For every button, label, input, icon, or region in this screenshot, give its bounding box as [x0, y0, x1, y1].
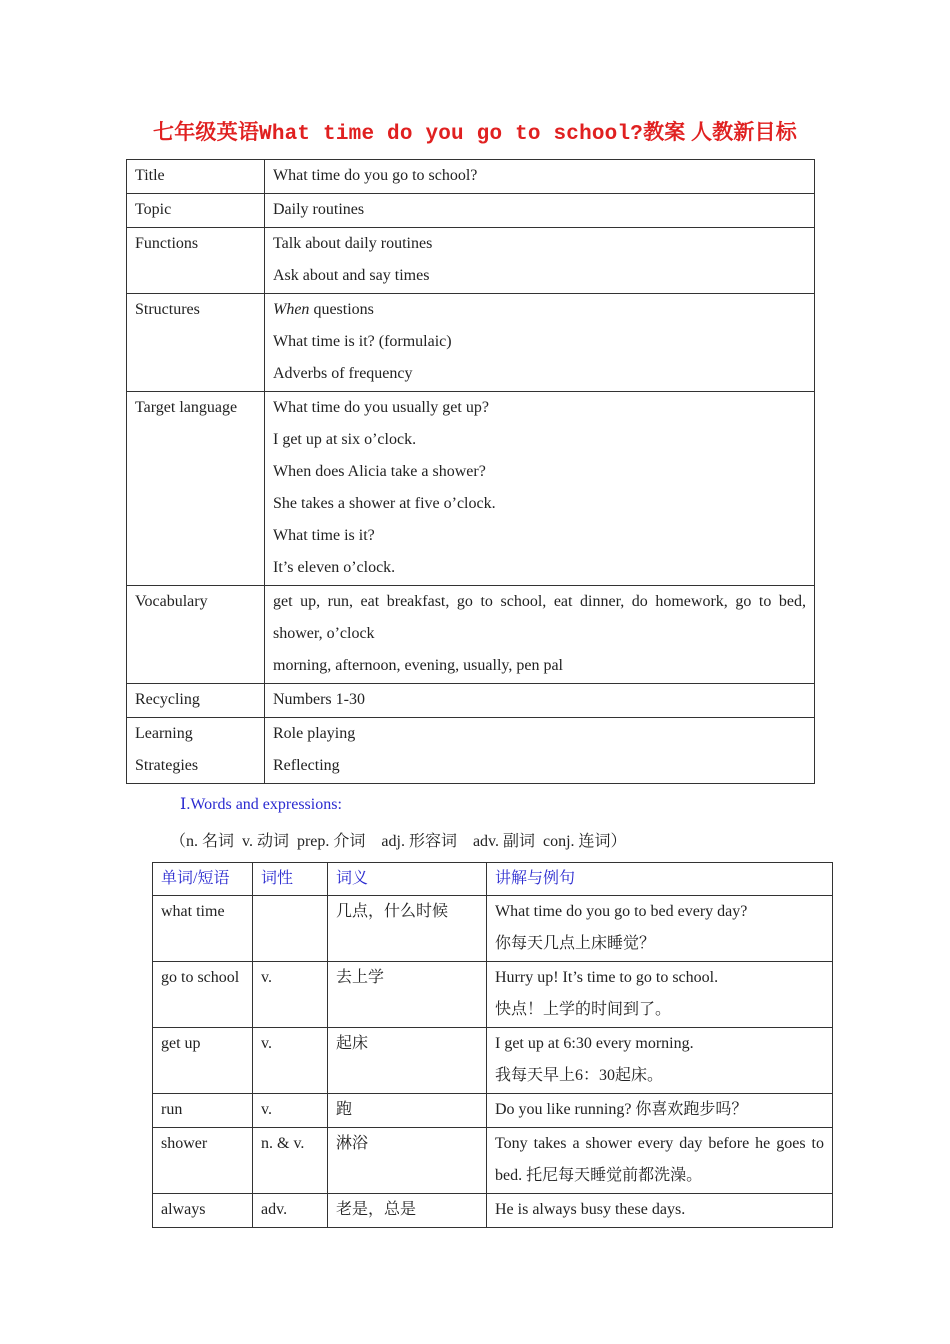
word-cell: shower	[153, 1128, 253, 1194]
info-label: Functions	[127, 228, 265, 294]
example-line: I get up at 6:30 every morning.	[495, 1035, 694, 1052]
info-value-line: Numbers 1-30	[273, 691, 365, 708]
pos-cell: v.	[253, 962, 328, 1028]
info-value-line: Role playing	[273, 725, 356, 742]
rest-text: questions	[309, 301, 374, 318]
info-label-line: Learning	[135, 725, 193, 742]
word-cell: go to school	[153, 962, 253, 1028]
header-example: 讲解与例句	[487, 863, 833, 896]
meaning-cell: 淋浴	[328, 1128, 487, 1194]
info-row	[127, 718, 815, 784]
info-row	[127, 294, 815, 392]
info-row	[127, 392, 815, 586]
info-value-line: Daily routines	[273, 201, 365, 218]
info-value-line	[273, 294, 806, 326]
example-line: 我每天早上6：30起床。	[495, 1067, 664, 1084]
example-cell	[487, 1128, 833, 1194]
info-row	[127, 160, 815, 194]
info-value-line: It’s eleven o’clock.	[273, 559, 396, 576]
meaning-cell: 跑	[328, 1094, 487, 1128]
section-heading: Ⅰ.Words and expressions:	[180, 796, 342, 813]
meaning-cell: 去上学	[328, 962, 487, 1028]
example-line: What time do you go to bed every day?	[495, 903, 748, 920]
table-row	[153, 1028, 833, 1094]
info-value-line: Adverbs of frequency	[273, 365, 413, 382]
lesson-info-table	[126, 159, 815, 784]
info-value-line: When does Alicia take a shower?	[273, 463, 486, 480]
example-cell	[487, 896, 833, 962]
header-word: 单词/短语	[153, 863, 253, 896]
title-cn-prefix: 七年级英语	[153, 120, 260, 144]
word-cell: always	[153, 1194, 253, 1228]
example-line: Hurry up! It’s time to go to school.	[495, 969, 719, 986]
pos-cell: v.	[253, 1028, 328, 1094]
table-row	[153, 896, 833, 962]
info-value-line: What time is it? (formulaic)	[273, 333, 452, 350]
info-label: Recycling	[127, 684, 265, 718]
example-cell	[487, 962, 833, 1028]
example-cell	[487, 1028, 833, 1094]
example-line: He is always busy these days.	[495, 1201, 686, 1218]
example-line: Do you like running? 你喜欢跑步吗？	[495, 1101, 748, 1118]
example-cell	[487, 1194, 833, 1228]
word-cell: run	[153, 1094, 253, 1128]
info-value	[265, 718, 815, 784]
example-cell	[487, 1094, 833, 1128]
info-value	[265, 294, 815, 392]
table-row	[153, 1128, 833, 1194]
word-cell: get up	[153, 1028, 253, 1094]
info-value	[265, 194, 815, 228]
info-value-line: get up, run, eat breakfast, go to school, eat dinner, do homework, go to bed, shower, o’clock	[273, 593, 806, 642]
info-row	[127, 684, 815, 718]
pos-cell: v.	[253, 1094, 328, 1128]
info-label: Topic	[127, 194, 265, 228]
italic-word: When	[273, 301, 310, 318]
info-label: Structures	[127, 294, 265, 392]
page-title	[0, 116, 950, 146]
info-value	[265, 160, 815, 194]
info-row	[127, 194, 815, 228]
info-label: Vocabulary	[127, 586, 265, 684]
title-en: What time do you go to school?	[259, 123, 644, 146]
pos-cell	[253, 896, 328, 962]
info-value	[265, 392, 815, 586]
info-row	[127, 586, 815, 684]
info-value-line: What time do you go to school?	[273, 167, 478, 184]
meaning-cell: 几点，什么时候	[328, 896, 487, 962]
info-label-line: Strategies	[135, 757, 199, 774]
info-value-line: What time is it?	[273, 527, 375, 544]
example-line: Tony takes a shower every day before he goes to bed. 托尼每天睡觉前都洗澡。	[495, 1135, 824, 1184]
info-value-line: She takes a shower at five o’clock.	[273, 495, 496, 512]
header-pos: 词性	[253, 863, 328, 896]
info-value	[265, 228, 815, 294]
info-value-line: Talk about daily routines	[273, 235, 433, 252]
info-value-line: morning, afternoon, evening, usually, pen pal	[273, 657, 563, 674]
pos-cell: adv.	[253, 1194, 328, 1228]
info-value	[265, 586, 815, 684]
example-line: 你每天几点上床睡觉？	[495, 935, 656, 952]
info-label: Title	[127, 160, 265, 194]
table-row	[153, 1194, 833, 1228]
info-value-line: Ask about and say times	[273, 267, 430, 284]
info-label: Target language	[127, 392, 265, 586]
header-meaning: 词义	[328, 863, 487, 896]
table-row	[153, 962, 833, 1028]
info-value-line: I get up at six o’clock.	[273, 431, 417, 448]
part-of-speech-legend: （n. 名词 v. 动词 prep. 介词 adj. 形容词 adv. 副词 conj. 连词）	[170, 833, 627, 850]
word-cell: what time	[153, 896, 253, 962]
info-label	[127, 718, 265, 784]
vocabulary-table	[152, 862, 833, 1228]
table-row	[153, 1094, 833, 1128]
info-value	[265, 684, 815, 718]
vocab-header-row	[153, 863, 833, 896]
meaning-cell: 起床	[328, 1028, 487, 1094]
meaning-cell: 老是，总是	[328, 1194, 487, 1228]
info-value-line: Reflecting	[273, 757, 340, 774]
info-row	[127, 228, 815, 294]
pos-cell: n. & v.	[253, 1128, 328, 1194]
info-value-line: What time do you usually get up?	[273, 399, 489, 416]
title-cn-suffix: 教案 人教新目标	[643, 120, 797, 144]
example-line: 快点！上学的时间到了。	[495, 1001, 672, 1018]
